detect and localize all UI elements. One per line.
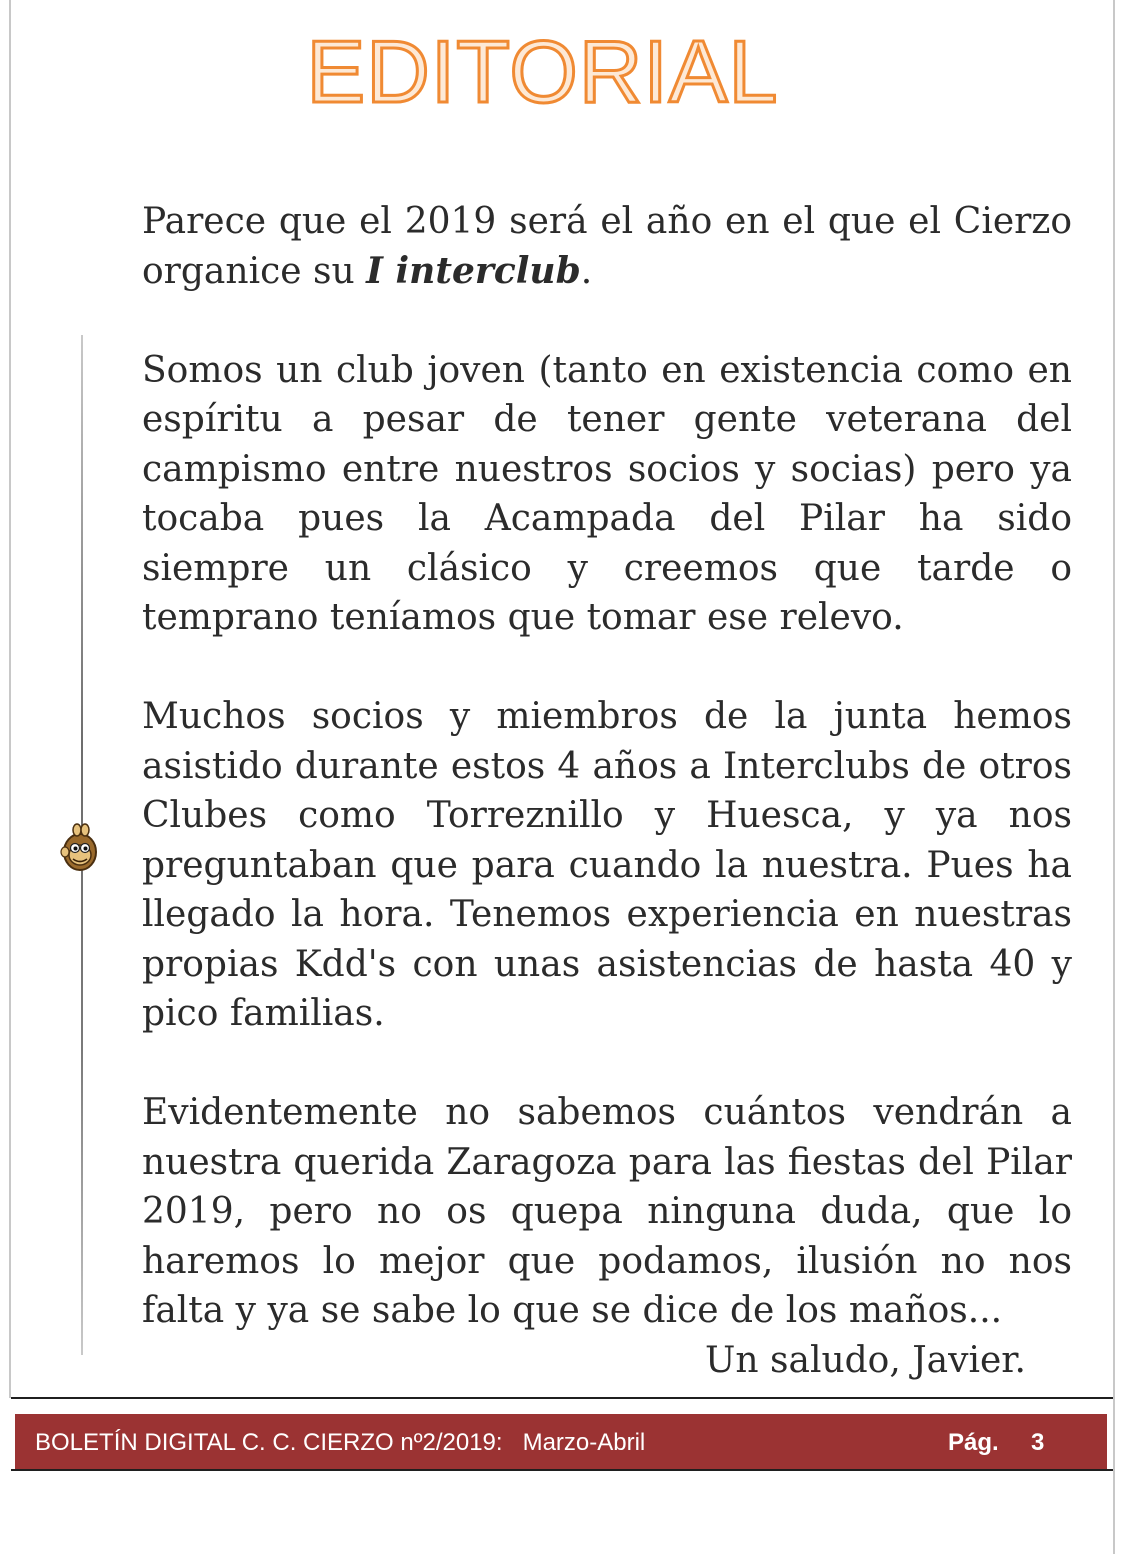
signature: Un saludo, Javier. bbox=[705, 1339, 1026, 1381]
footer-page-number: 3 bbox=[1031, 1429, 1045, 1456]
footer-page-label: Pág. bbox=[948, 1429, 999, 1456]
monkey-on-rope-icon bbox=[55, 818, 105, 878]
page-edge-right bbox=[1113, 0, 1115, 1554]
page-edge-left bbox=[9, 0, 11, 1398]
page-title: EDITORIAL bbox=[306, 22, 779, 121]
paragraph-1 bbox=[142, 197, 1072, 296]
paragraph-2: Somos un club joven (tanto en existencia como en espíritu a pesar de tener gente veterana del campismo entre nuestros socios y socias) pero ya tocaba pues la Acampada del Pilar ha sido siempre un clásico y creemos que tarde o temprano teníamos que tomar ese relevo. bbox=[142, 349, 1072, 638]
footer-divider-bottom bbox=[11, 1469, 1113, 1471]
paragraph-3: Muchos socios y miembros de la junta hemos asistido durante estos 4 años a Interclubs de otros Clubes como Torreznillo y Huesca, y ya nos preguntaban que para cuando la nuestra. Pues ha llegado la hora. Tenemos experiencia en nuestras propias Kdd's con unas asistencias de hasta 40 y pico familias. bbox=[142, 696, 1072, 1034]
interclub-emphasis: I interclub bbox=[366, 249, 581, 292]
footer-bar bbox=[15, 1414, 1107, 1470]
paragraph-1-end: . bbox=[580, 250, 593, 292]
footer-bulletin-label: BOLETÍN DIGITAL C. C. CIERZO nº2/2019: Marzo-Abril bbox=[35, 1429, 646, 1456]
paragraph-4: Evidentemente no sabemos cuántos vendrán a nuestra querida Zaragoza para las fiestas del Pilar 2019, pero no os quepa ninguna duda, que lo haremos lo mejor que podamos, ilusión no nos falta y ya se sabe lo que se dice de los maños... bbox=[142, 1092, 1072, 1331]
paragraph-1-text: Parece que el 2019 será el año en el que el Cierzo organice su bbox=[142, 201, 1072, 292]
editorial-body bbox=[142, 197, 1072, 1385]
footer-divider-top bbox=[11, 1397, 1113, 1399]
